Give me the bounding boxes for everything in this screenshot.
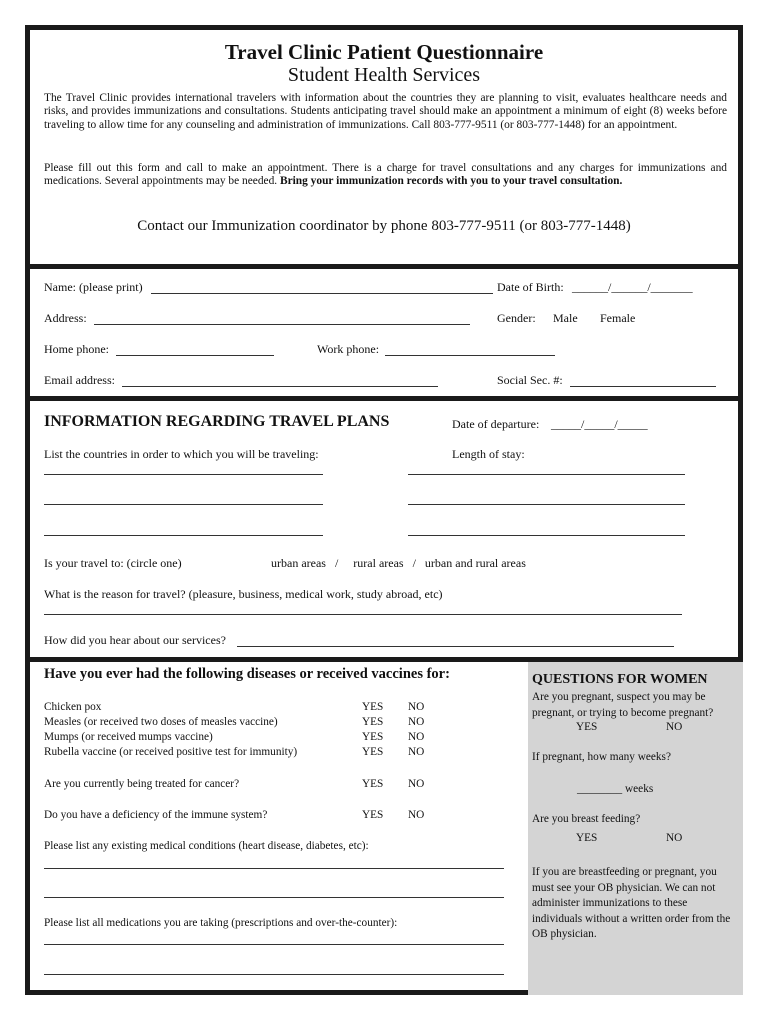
breastfeeding-no[interactable]: NO — [666, 832, 683, 844]
name-field[interactable] — [151, 293, 493, 294]
section-divider — [30, 264, 738, 269]
mumps-no[interactable]: NO — [408, 731, 425, 743]
medications-field-1[interactable] — [44, 944, 504, 945]
rubella-yes[interactable]: YES — [362, 746, 384, 758]
disease-item: Rubella vaccine (or received positive test for immunity) — [44, 746, 298, 758]
ob-physician-note: If you are breastfeeding or pregnant, you must see your OB physician. We can not administer immunizations to these individuals without a written order from the OB physician. — [532, 866, 731, 940]
ssn-field[interactable] — [570, 386, 716, 387]
disease-item: Chicken pox — [44, 701, 102, 713]
cancer-no[interactable]: NO — [408, 778, 425, 790]
hear-label: How did you hear about our services? — [44, 633, 226, 647]
home-phone-label: Home phone: — [44, 342, 109, 356]
ssn-label: Social Sec. #: — [497, 373, 563, 387]
reason-field[interactable] — [44, 614, 682, 615]
instructions-text: Please fill out this form and call to make an appointment. There is a charge for travel consultations and any charges for immunizations and medications. Several appointments may be needed. — [44, 162, 727, 188]
disease-item: Mumps (or received mumps vaccine) — [44, 731, 213, 743]
conditions-label: Please list any existing medical conditions (heart disease, diabetes, etc): — [44, 840, 369, 852]
stay-field-3[interactable] — [408, 535, 685, 536]
work-phone-field[interactable] — [385, 355, 555, 356]
gender-male-option[interactable]: Male — [553, 311, 578, 325]
immune-yes[interactable]: YES — [362, 809, 384, 821]
section-divider — [30, 396, 738, 401]
home-phone-field[interactable] — [116, 355, 274, 356]
pregnant-yes[interactable]: YES — [576, 721, 598, 733]
contact-line: Contact our Immunization coordinator by phone 803-777-9511 (or 803-777-1448) — [137, 218, 631, 234]
measles-no[interactable]: NO — [408, 716, 425, 728]
area-label: Is your travel to: (circle one) — [44, 556, 182, 570]
mumps-yes[interactable]: YES — [362, 731, 384, 743]
women-questions-panel — [528, 662, 743, 995]
chickenpox-no[interactable]: NO — [408, 701, 425, 713]
conditions-field-2[interactable] — [44, 897, 504, 898]
immune-no[interactable]: NO — [408, 809, 425, 821]
departure-label: Date of departure: — [452, 417, 540, 431]
form-title: Travel Clinic Patient Questionnaire — [224, 40, 544, 64]
breastfeeding-question: Are you breast feeding? — [532, 813, 641, 825]
weeks-question: If pregnant, how many weeks? — [532, 751, 671, 763]
conditions-field-1[interactable] — [44, 868, 504, 869]
country-field-1[interactable] — [44, 474, 323, 475]
work-phone-label: Work phone: — [317, 342, 380, 356]
breastfeeding-yes[interactable]: YES — [576, 832, 598, 844]
area-options[interactable]: urban areas / rural areas / urban and rural areas — [271, 556, 526, 570]
country-field-3[interactable] — [44, 535, 323, 536]
address-field[interactable] — [94, 324, 470, 325]
gender-female-option[interactable]: Female — [600, 311, 636, 325]
form-subtitle: Student Health Services — [287, 64, 481, 86]
chickenpox-yes[interactable]: YES — [362, 701, 384, 713]
dob-field[interactable]: ______/______/_______ — [572, 280, 693, 294]
countries-label: List the countries in order to which you will be traveling: — [44, 447, 319, 461]
pregnant-question: Are you pregnant, suspect you may be pregnant, or trying to become pregnant? — [532, 691, 714, 719]
disease-item: Measles (or received two doses of measles vaccine) — [44, 716, 278, 728]
name-label: Name: (please print) — [44, 280, 143, 294]
form-frame — [25, 25, 743, 995]
travel-heading: INFORMATION REGARDING TRAVEL PLANS — [44, 413, 390, 430]
gender-label: Gender: — [497, 311, 536, 325]
email-label: Email address: — [44, 373, 115, 387]
reason-label: What is the reason for travel? (pleasure, business, medical work, study abroad, etc) — [44, 587, 443, 601]
rubella-no[interactable]: NO — [408, 746, 425, 758]
immune-question: Do you have a deficiency of the immune system? — [44, 809, 268, 821]
country-field-2[interactable] — [44, 504, 323, 505]
medications-field-2[interactable] — [44, 974, 504, 975]
weeks-field[interactable]: ________ weeks — [577, 783, 654, 795]
instructions-bold-text: Bring your immunization records with you to your travel consultation. — [279, 175, 623, 188]
cancer-question: Are you currently being treated for cancer? — [44, 778, 240, 790]
measles-yes[interactable]: YES — [362, 716, 384, 728]
pregnant-no[interactable]: NO — [666, 721, 683, 733]
intro-paragraph: The Travel Clinic provides international travelers with information about the countries they are planning to visit, evaluates healthcare needs and risks, and provides immunizations and consultations. Students anticipating travel should make an appointment a minimum of eight (8) weeks before traveling to allow time for any counseling and administration of immunizations. Call 803-777-9511 (or 803-777-1448) for an appointment. — [44, 92, 727, 131]
stay-field-1[interactable] — [408, 474, 685, 475]
address-label: Address: — [44, 311, 87, 325]
women-heading: QUESTIONS FOR WOMEN — [532, 672, 708, 687]
departure-field[interactable]: _____/_____/_____ — [551, 417, 648, 431]
diseases-heading: Have you ever had the following diseases or received vaccines for: — [44, 666, 450, 682]
medications-label: Please list all medications you are taking (prescriptions and over-the-counter): — [44, 917, 398, 929]
cancer-yes[interactable]: YES — [362, 778, 384, 790]
hear-field[interactable] — [237, 646, 674, 647]
dob-label: Date of Birth: — [497, 280, 564, 294]
instructions-paragraph — [44, 162, 727, 189]
stay-field-2[interactable] — [408, 504, 685, 505]
stay-label: Length of stay: — [452, 447, 525, 461]
email-field[interactable] — [122, 386, 438, 387]
